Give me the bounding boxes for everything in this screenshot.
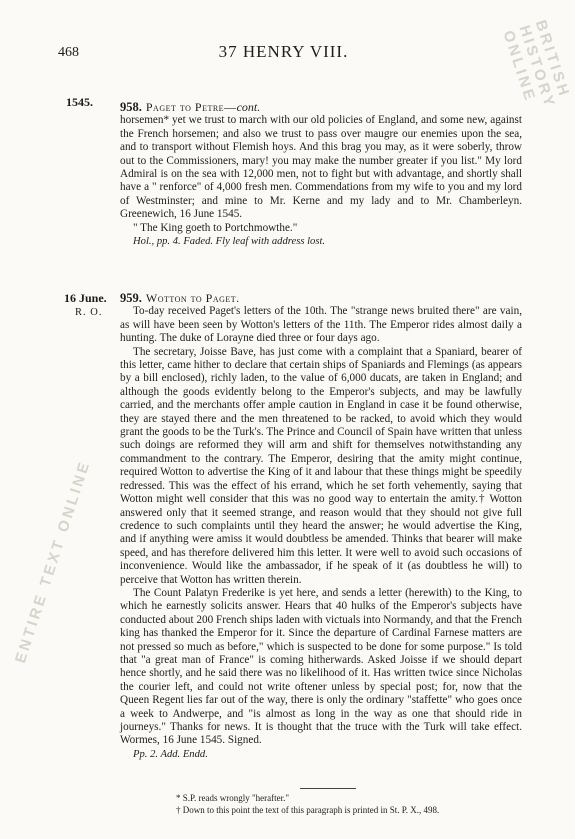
entry-958 bbox=[120, 101, 522, 248]
running-title: 37 HENRY VIII. bbox=[218, 42, 349, 61]
entry-959-number: 959. bbox=[120, 291, 142, 305]
margin-date-959: 16 June. bbox=[64, 291, 107, 305]
entry-959-source-note: Pp. 2. Add. Endd. bbox=[133, 748, 208, 760]
entry-959-title: Wotton to Paget. bbox=[145, 291, 240, 305]
entry-958-title: Paget to Petre— bbox=[145, 100, 237, 114]
entry-958-postscript: " The King goeth to Portchmowthe." bbox=[133, 221, 298, 234]
entry-959-paragraph: The secretary, Joisse Bave, has just come with a complaint that a Spaniard, bearer of this letter, came hither to declare that certain ships of Spaniards and Flemings (as appears by a bill enclosed), richly laden, to the value of 6,000 ducats, are taken in England; and although the goods evidently belong to the Emperor's subjects, and may be lawfully carried, and the merchants offer ample caution in England in case it be found otherwise, they are stayed there and the men threatened to be racked, to avoid which they would grant the goods to be the Turk's. The Prince and Council of Spain have written that unless such doings are reformed they will arm and shift for themselves notwithstanding any commandment to the contrary. The Emperor, desiring that the amity might continue, required Wotton to advertise the King of it and labour that these things might be speedily redressed. This was the effect of his errand, which he set forth vehemently, saying that Wotton might well consider that this was no good way to entertain the amity.† Wotton answered only that it seemed strange, and reason would that they should not give full credence to such complaints until they heard the answer; he would advertise the King, and if anything were amiss it would doubtless be amended. Thinks that bearer will make speed, and has therefore delivered him this letter. It were well to avoid such occasions of inconvenience. Would like the ambassador, if he speak of it (as doubtless he will) to perceive that Wotton has written therein. bbox=[120, 345, 522, 586]
entry-959 bbox=[120, 292, 522, 761]
watermark-right: BRITISH HISTORY ONLINE bbox=[499, 18, 574, 111]
entry-958-text: horsemen* yet we trust to march with our old policies of England, and some new, against the French horsemen; and also we trust to pass over maugre our enemies upon the sea, and to transport without Flemish hoys. And this brag you may, as it were soberly, throw out to the Commissioners, mary! you may make the number greater if you list." My lord Admiral is on the sea with 12,000 men, not to fight but with advantage, and shortly shall have a " renforce" of 4,000 fresh men. Commendations from my wife to you and my lord of Westminster; and mine to Mr. Kerne and my lady and to Mr. Chamberleyn. Greenewich, 16 June 1545. bbox=[120, 114, 522, 221]
footnote-2: † Down to this point the text of this paragraph is printed in St. P. X., 498. bbox=[176, 805, 440, 815]
page-number: 468 bbox=[58, 45, 79, 60]
entry-959-paragraph: To-day received Paget's letters of the 10th. The "strange news bruited there" are vain, as will have been seen by Wotton's letters of the 11th. The Emperor rides almost daily a hunting. The duke of Lorayne died three or four days ago. bbox=[120, 305, 522, 345]
entry-958-heading bbox=[120, 101, 522, 114]
entry-958-number: 958. bbox=[120, 100, 142, 114]
margin-year: 1545. bbox=[66, 95, 93, 109]
watermark-left: ENTIRE TEXT ONLINE bbox=[12, 458, 94, 666]
footnote-rule bbox=[300, 788, 356, 789]
margin-source-959: R. O. bbox=[75, 307, 103, 318]
entry-958-source-note: Hol., pp. 4. Faded. Fly leaf with address lost. bbox=[133, 236, 326, 248]
entry-959-heading bbox=[120, 292, 522, 305]
running-header bbox=[0, 42, 567, 64]
entry-959-paragraph: The Count Palatyn Frederike is yet here, and sends a letter (herewith) to the King, to which he earnestly solicits answer. Hears that 40 hulks of the Emperor's subjects have conducted about 200 French ships laden with victuals into Normandy, and that the French king has thanked the Emperor for it. Since the departure of Cardinal Farnese matters are not pressed so much as before," which is suspected to be done for some purpose." Is told that "a great man of France" is coming hitherwards. Asked Joisse if we should depart hence shortly, and he said there was no likelihood of it. Has written twice since Nicholas the courier left, and could not write oftener unless by special post; for, now that the Queen Regent lies far out of the way, there is only the ordinary "staffette" who goes once a week to Andwerpe, and "is almost as long in the way as one that should ride in journeys." Thanks for news. It is thought that the truce with the Turk will take effect. Wormes, 16 June 1545. Signed. bbox=[120, 586, 522, 747]
footnote-1: * S.P. reads wrongly "herafter." bbox=[176, 793, 290, 803]
entry-958-title-cont: cont. bbox=[236, 100, 261, 114]
